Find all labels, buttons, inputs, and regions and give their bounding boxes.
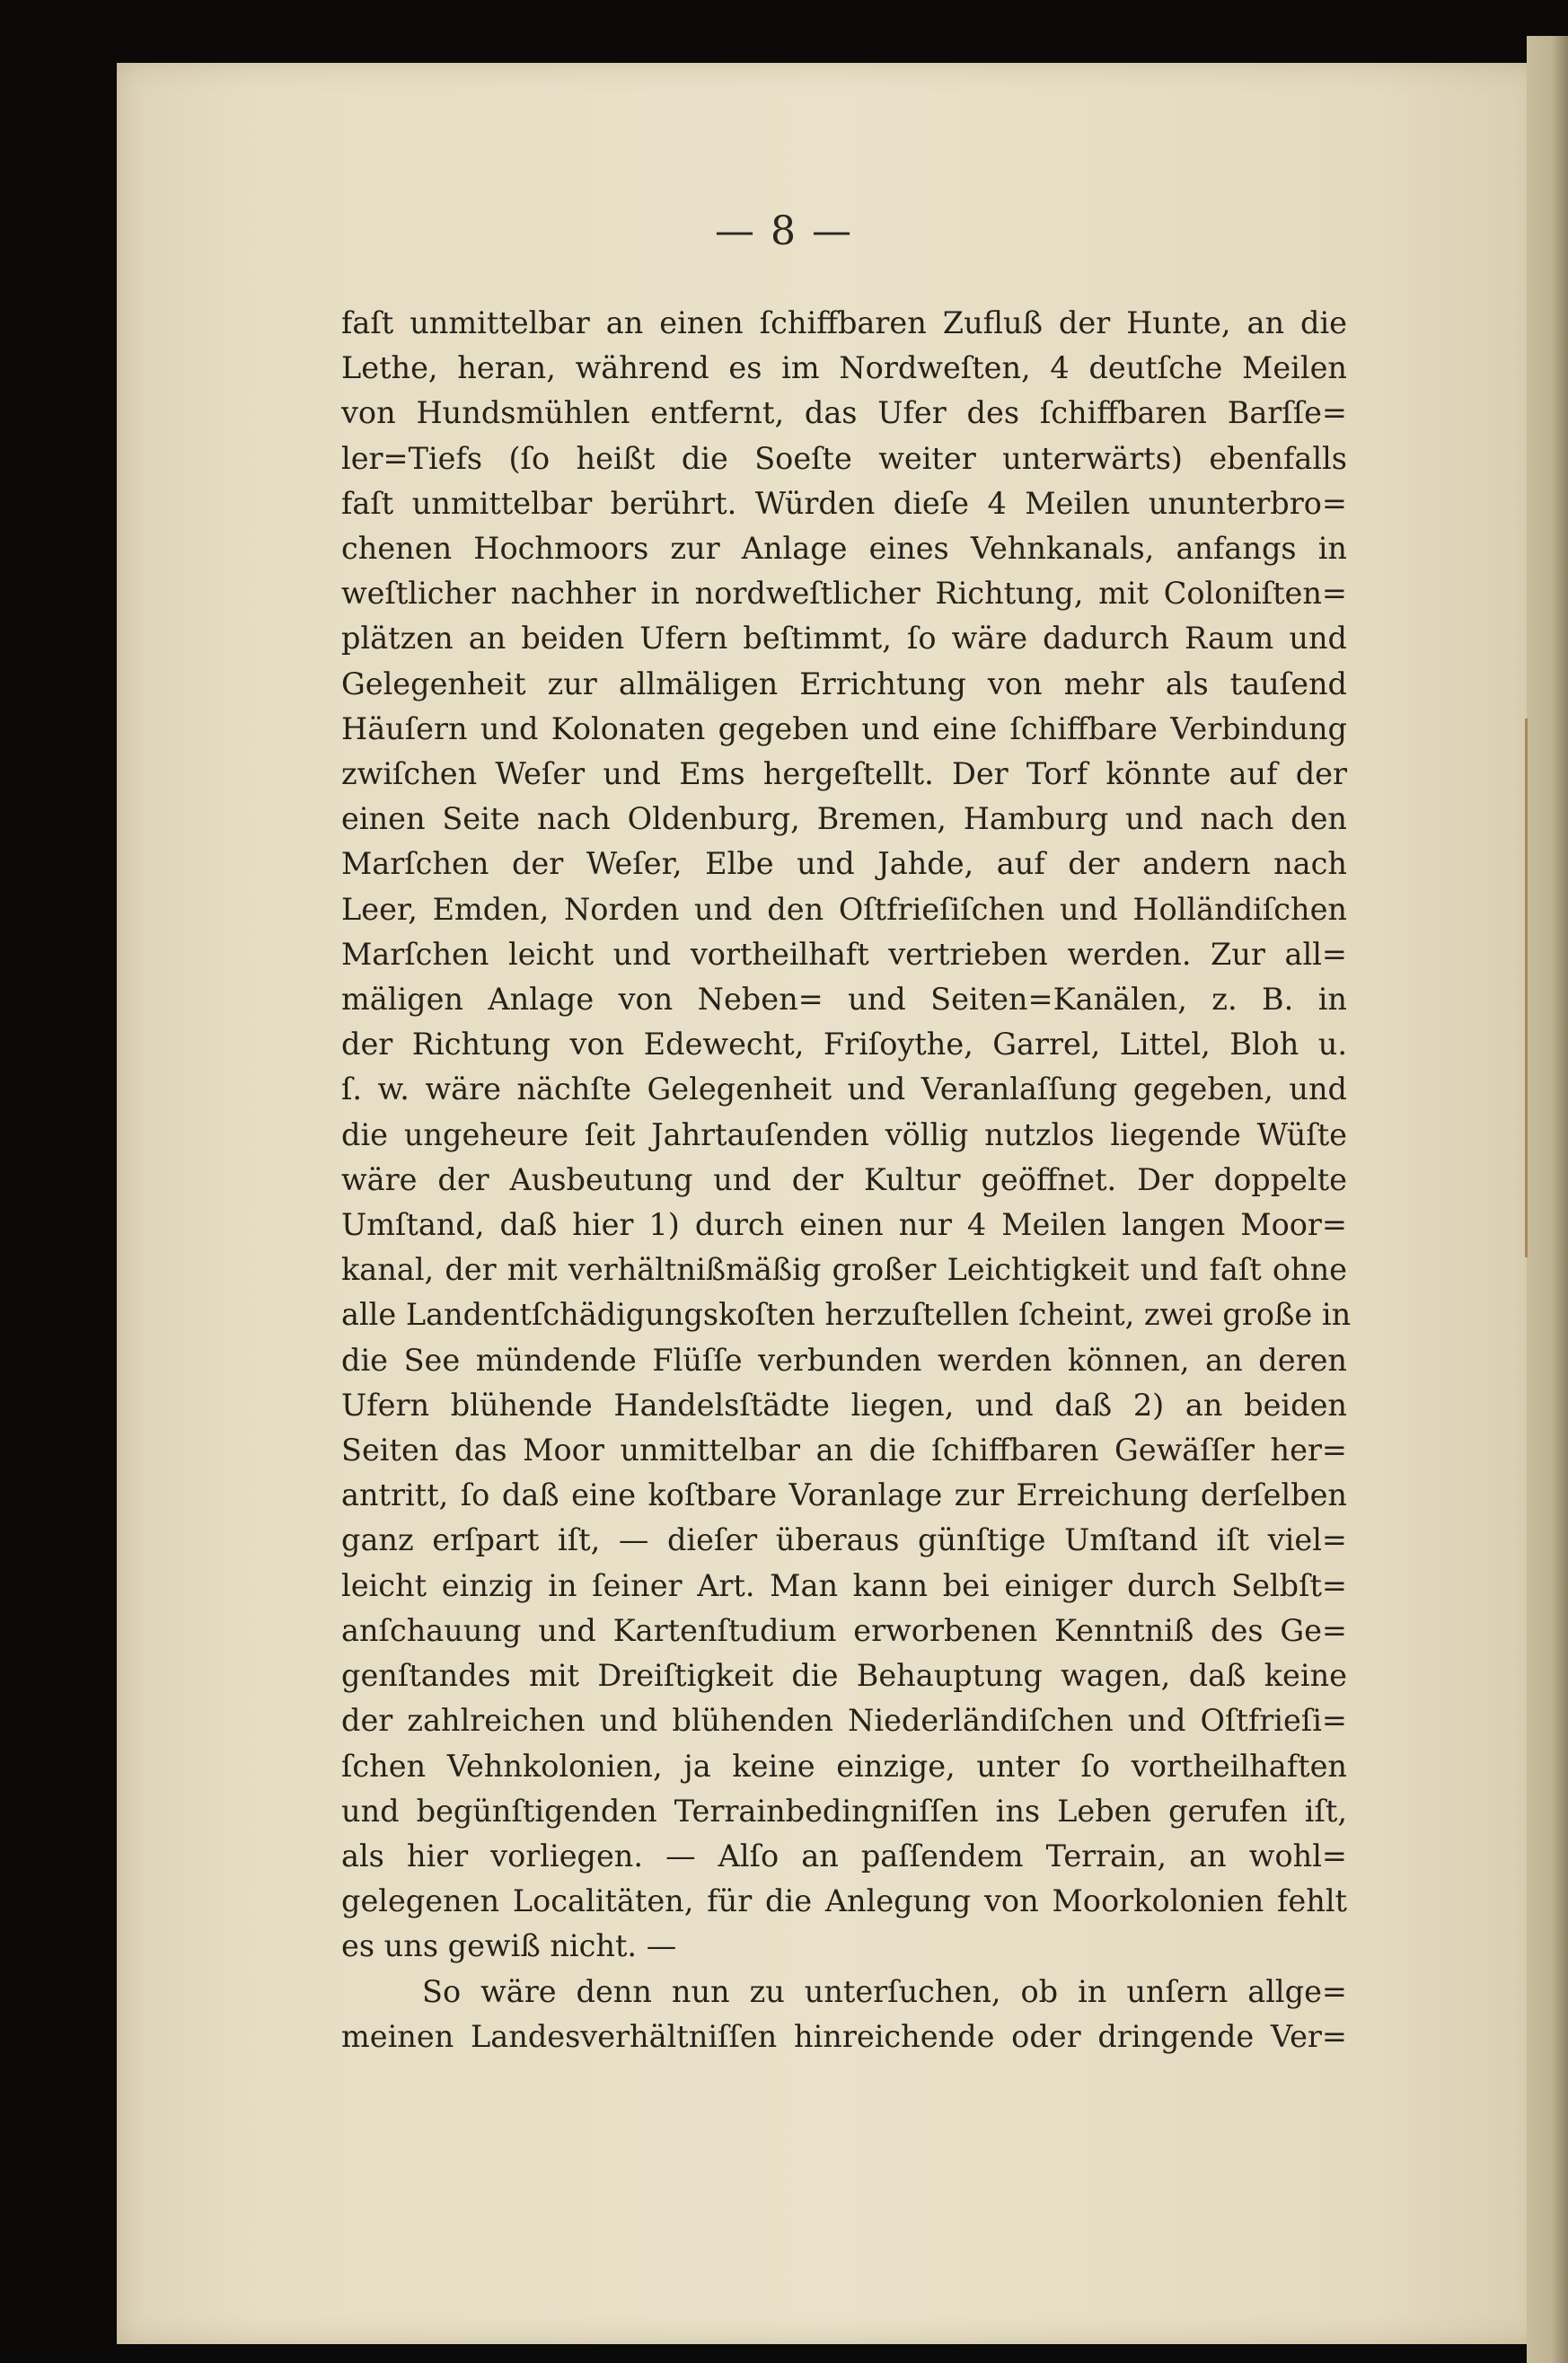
text-line: Häuſern und Kolonaten gegeben und eine ſchiffbare Verbindung: [341, 710, 1347, 746]
text-line: Ufern blühende Handelsſtädte liegen, und daß 2) an beiden: [341, 1387, 1347, 1423]
text-line: ler=Tiefs (ſo heißt die Soeſte weiter unterwärts) ebenfalls: [341, 440, 1347, 476]
page-number: — 8 —: [715, 208, 853, 254]
text-line: faſt unmittelbar berührt. Würden dieſe 4 Meilen ununterbro=: [341, 485, 1347, 521]
text-line: leicht einzig in ſeiner Art. Man kann bei einiger durch Selbſt=: [341, 1567, 1347, 1603]
text-line: ganz erſpart iſt, — dieſer überaus günſtige Umſtand iſt viel=: [341, 1522, 1347, 1558]
text-line: Umſtand, daß hier 1) durch einen nur 4 Meilen langen Moor=: [341, 1207, 1347, 1243]
text-line: ſchen Vehnkolonien, ja keine einzige, unter ſo vortheilhaften: [341, 1748, 1347, 1784]
text-line: der Richtung von Edewecht, Friſoythe, Garrel, Littel, Bloh u.: [341, 1027, 1347, 1062]
text-line: von Hundsmühlen entfernt, das Ufer des ſchiffbaren Barſſe=: [341, 395, 1347, 431]
text-line: Seiten das Moor unmittelbar an die ſchiffbaren Gewäſſer her=: [341, 1433, 1347, 1468]
text-line: die See mündende Flüſſe verbunden werden können, an deren: [341, 1342, 1347, 1378]
text-line: Marſchen leicht und vortheilhaft vertrieben werden. Zur all=: [341, 936, 1347, 972]
text-line: wäre der Ausbeutung und der Kultur geöffnet. Der doppelte: [341, 1161, 1347, 1197]
text-line: zwiſchen Weſer und Ems hergeſtellt. Der Torf könnte auf der: [341, 756, 1347, 792]
text-line: der zahlreichen und blühenden Niederländiſchen und Oſtfrieſi=: [341, 1703, 1347, 1739]
text-line: ſ. w. wäre nächſte Gelegenheit und Veranlaſſung gegeben, und: [341, 1071, 1347, 1107]
text-line: weſtlicher nachher in nordweſtlicher Richtung, mit Coloniſten=: [341, 576, 1347, 612]
paper-stain: [1525, 719, 1540, 1257]
text-line: plätzen an beiden Ufern beſtimmt, ſo wäre dadurch Raum und: [341, 621, 1347, 657]
text-line: So wäre denn nun zu unterſuchen, ob in unſern allge=: [422, 1973, 1347, 2009]
text-line: alle Landentſchädigungskoſten herzuſtellen ſcheint, zwei große in: [341, 1297, 1352, 1333]
text-line: einen Seite nach Oldenburg, Bremen, Hamburg und nach den: [341, 801, 1347, 837]
text-line: chenen Hochmoors zur Anlage eines Vehnkanals, anfangs in: [341, 531, 1347, 567]
text-line: mäligen Anlage von Neben= und Seiten=Kanälen, z. B. in: [341, 982, 1347, 1018]
text-line: genſtandes mit Dreiſtigkeit die Behauptung wagen, daß keine: [341, 1658, 1347, 1694]
text-line: Gelegenheit zur allmäligen Errichtung von mehr als tauſend: [341, 666, 1347, 701]
text-line: meinen Landesverhältniſſen hinreichende oder dringende Ver=: [341, 2018, 1347, 2054]
text-line: faſt unmittelbar an einen ſchiffbaren Zufluß der Hunte, an die: [341, 305, 1347, 340]
body-text: [341, 301, 1352, 2059]
text-line: antritt, ſo daß eine koſtbare Voranlage zur Erreichung derſelben: [341, 1477, 1347, 1513]
text-line: und begünſtigenden Terrainbedingniſſen ins Leben gerufen iſt,: [341, 1793, 1347, 1829]
text-line: gelegenen Localitäten, für die Anlegung von Moorkolonien fehlt: [341, 1883, 1347, 1919]
text-line: kanal, der mit verhältnißmäßig großer Leichtigkeit und faſt ohne: [341, 1252, 1347, 1288]
text-line: als hier vorliegen. — Alſo an paſſendem Terrain, an wohl=: [341, 1838, 1347, 1874]
text-line: Leer, Emden, Norden und den Oſtfrieſiſchen und Holländiſchen: [341, 891, 1347, 927]
text-line: anſchauung und Kartenſtudium erworbenen Kenntniß des Ge=: [341, 1612, 1347, 1648]
text-line: Marſchen der Weſer, Elbe und Jahde, auf der andern nach: [341, 846, 1347, 882]
text-line: Lethe, heran, während es im Nordweſten, 4 deutſche Meilen: [341, 350, 1347, 386]
text-line: es uns gewiß nicht. —: [341, 1928, 677, 1964]
text-line: die ungeheure ſeit Jahrtauſenden völlig nutzlos liegende Wüſte: [341, 1116, 1347, 1152]
